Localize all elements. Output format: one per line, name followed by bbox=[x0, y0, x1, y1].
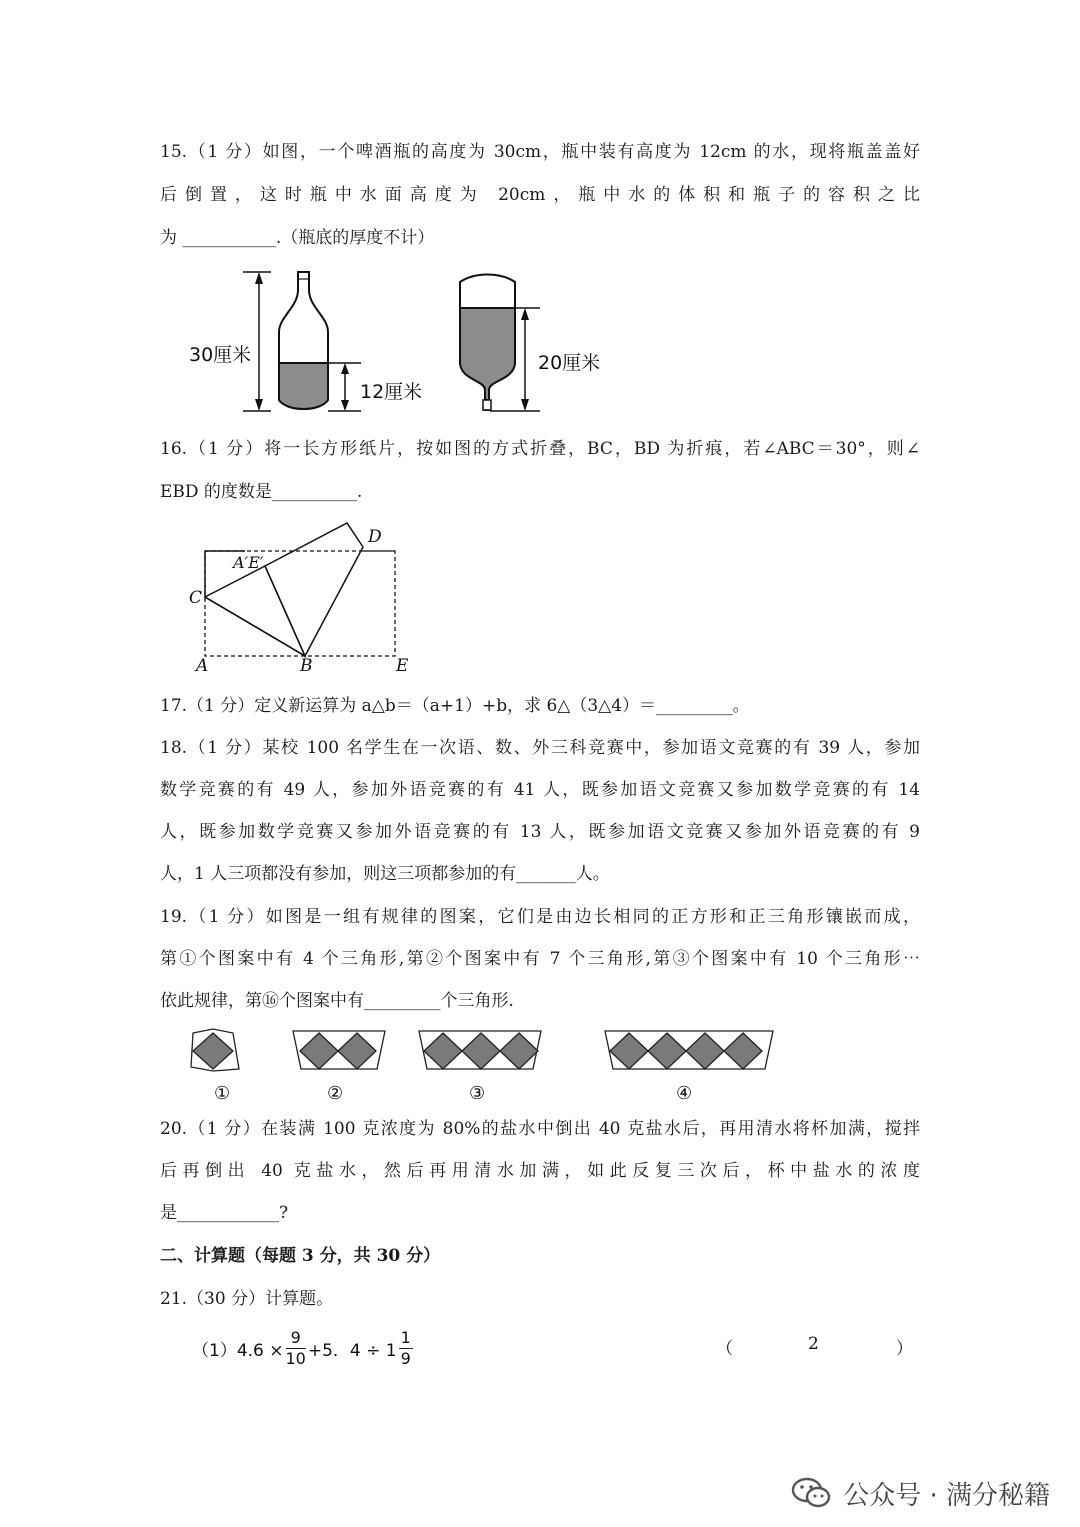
q20-line-2: 后再倒出 40 克盐水，然后再用清水加满，如此反复三次后，杯中盐水的浓度 bbox=[160, 1161, 920, 1181]
section-2-heading: 二、计算题（每题 3 分，共 30 分） bbox=[160, 1246, 441, 1266]
q19-label-4: ④ bbox=[676, 1083, 693, 1104]
q21-sub1-prefix: （1）4.6 × bbox=[192, 1341, 284, 1361]
q21-sub-1 bbox=[192, 1328, 413, 1369]
q21-line-1: 21.（30 分）计算题。 bbox=[160, 1289, 334, 1309]
watermark bbox=[791, 1473, 1050, 1513]
q16-line-1: 16.（1 分）将一长方形纸片，按如图的方式折叠，BC，BD 为折痕，若∠ABC＝30°，则∠ bbox=[160, 439, 920, 459]
q15-label-20: 20厘米 bbox=[538, 352, 601, 374]
q16-label-e: E bbox=[396, 656, 409, 676]
q18-line-1: 18.（1 分）某校 100 名学生在一次语、数、外三科竞赛中，参加语文竞赛的有 39 人，参加 bbox=[160, 738, 920, 758]
q19-label-2: ② bbox=[327, 1083, 344, 1104]
q21-paren-left: （ bbox=[716, 1339, 733, 1359]
q16-label-a-e-prime: A′E′ bbox=[233, 553, 264, 572]
q19-line-2: 第①个图案中有 4 个三角形,第②个图案中有 7 个三角形,第③个图案中有 10 个三角形⋯ bbox=[160, 949, 920, 969]
q15-label-30: 30厘米 bbox=[189, 344, 252, 366]
q19-line-3: 依此规律，第⑯个图案中有_________个三角形. bbox=[160, 991, 514, 1011]
watermark-text: 公众号 · 满分秘籍 bbox=[843, 1480, 1050, 1511]
q18-line-3: 人，既参加数学竞赛又参加外语竞赛的有 13 人，既参加语文竞赛又参加外语竞赛的有 9 bbox=[160, 822, 920, 842]
q15-line-2: 后倒置，这时瓶中水面高度为 20cm，瓶中水的体积和瓶子的容积之比 bbox=[160, 185, 920, 205]
fraction-1-9 bbox=[399, 1328, 413, 1369]
q19-pattern-figure bbox=[185, 1025, 785, 1075]
fraction-numerator: 1 bbox=[400, 1328, 411, 1347]
q15-line-1: 15.（1 分）如图，一个啤酒瓶的高度为 30cm，瓶中装有高度为 12cm 的水，现将瓶盖盖好 bbox=[160, 142, 920, 162]
q19-label-3: ③ bbox=[469, 1083, 486, 1104]
q15-line-3: 为 ___________.（瓶底的厚度不计） bbox=[160, 228, 435, 248]
fraction-denominator: 9 bbox=[400, 1349, 411, 1368]
q18-line-4: 人，1 人三项都没有参加，则这三项都参加的有_______人。 bbox=[160, 864, 610, 884]
q21-paren-right: ） bbox=[896, 1339, 913, 1359]
fraction-9-10 bbox=[286, 1328, 306, 1369]
q16-line-2: EBD 的度数是__________. bbox=[160, 482, 363, 502]
q21-paren-number: 2 bbox=[808, 1334, 819, 1354]
wechat-icon bbox=[791, 1475, 833, 1511]
q16-label-a: A bbox=[196, 656, 209, 676]
q17-line-1: 17.（1 分）定义新运算为 a△b＝（a+1）+b，求 6△（3△4）＝_________。 bbox=[160, 696, 750, 716]
q15-label-12: 12厘米 bbox=[360, 381, 423, 403]
q20-line-1: 20.（1 分）在装满 100 克浓度为 80%的盐水中倒出 40 克盐水后，再用清水将杯加满，搅拌 bbox=[160, 1119, 920, 1139]
q19-label-1: ① bbox=[214, 1083, 231, 1104]
q21-sub1-mid: +5．4 ÷ 1 bbox=[307, 1341, 397, 1361]
fraction-numerator: 9 bbox=[286, 1328, 306, 1349]
q19-line-1: 19.（1 分）如图是一组有规律的图案，它们是由边长相同的正方形和正三角形镶嵌而成， bbox=[160, 907, 920, 927]
fraction-denominator: 10 bbox=[285, 1349, 306, 1368]
q20-line-3: 是____________? bbox=[160, 1203, 289, 1223]
q16-label-d: D bbox=[368, 527, 382, 547]
q18-line-2: 数学竞赛的有 49 人，参加外语竞赛的有 41 人，既参加语文竞赛又参加数学竞赛的有 14 bbox=[160, 780, 920, 800]
q16-label-b: B bbox=[300, 656, 313, 676]
q16-label-c: C bbox=[189, 588, 203, 608]
